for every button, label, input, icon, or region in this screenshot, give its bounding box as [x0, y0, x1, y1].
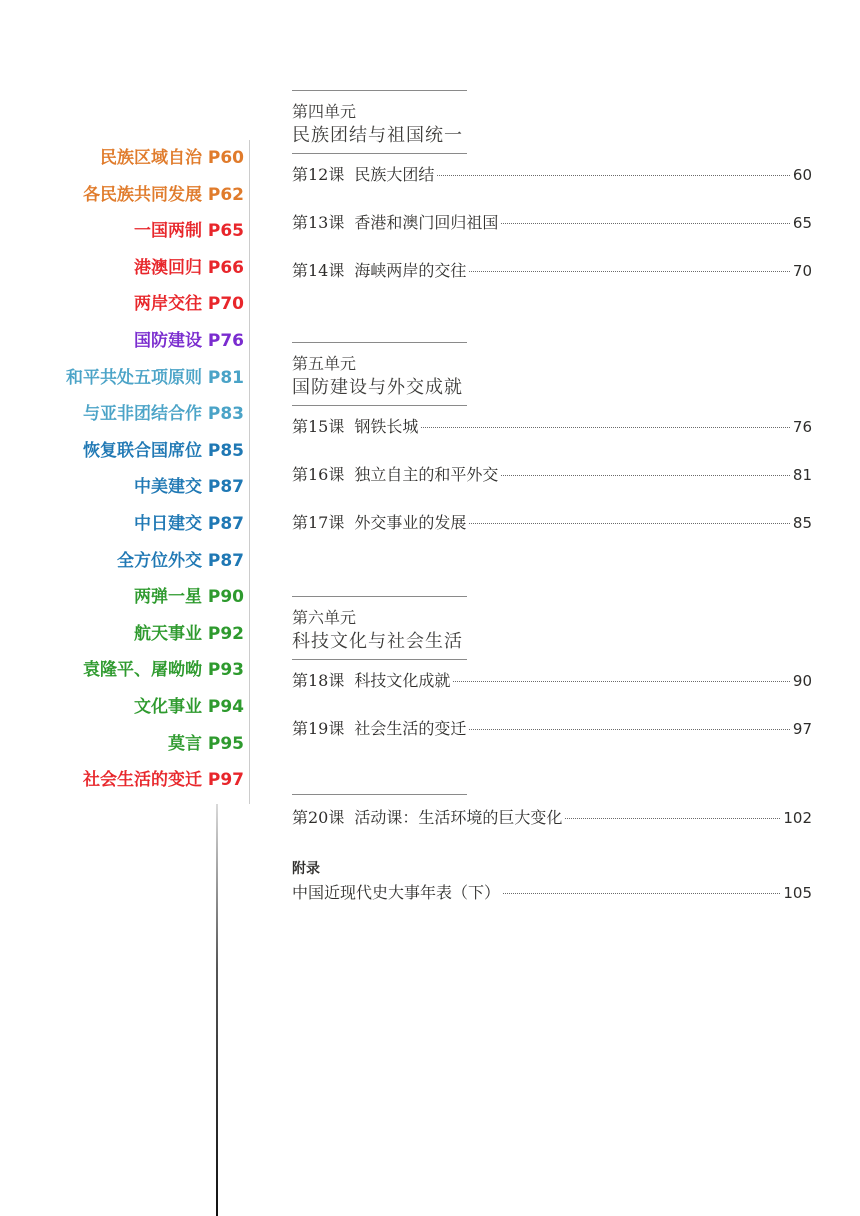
divider-line-dark: [216, 804, 218, 1216]
lesson-number: 第14课: [292, 261, 345, 280]
lesson-number: 第18课: [292, 671, 345, 690]
lesson-number: 第17课: [292, 513, 345, 532]
annotation-item: 中美建交 P87: [133, 477, 244, 498]
lesson-number: 第13课: [292, 213, 345, 232]
annotation-item: 与亚非团结合作 P83: [82, 404, 244, 425]
page-number: 81: [792, 466, 812, 484]
toc-entry[interactable]: [292, 716, 812, 764]
toc-entry[interactable]: [292, 162, 812, 210]
unit-number: 第六单元: [292, 608, 357, 627]
divider-line: [249, 140, 250, 804]
annotation-item: 中日建交 P87: [133, 513, 244, 534]
annotation-item: 社会生活的变迁 P97: [82, 770, 244, 791]
lesson-title: 民族大团结: [354, 165, 435, 184]
annotation-item: 航天事业 P92: [133, 623, 244, 644]
page-number: 60: [792, 166, 812, 184]
lesson-number: 第12课: [292, 165, 345, 184]
lesson-title: 香港和澳门回归祖国: [354, 213, 499, 232]
annotation-item: 莫言 P95: [167, 733, 244, 754]
appendix-section: [292, 880, 812, 928]
annotation-item: 一国两制 P65: [133, 221, 244, 242]
annotation-item: 各民族共同发展 P62: [82, 184, 244, 205]
toc-entry[interactable]: [292, 462, 812, 510]
dot-leader: [501, 223, 790, 224]
unit-section: [292, 90, 812, 306]
page-number: 70: [792, 262, 812, 280]
unit-section: [292, 342, 812, 558]
appendix-heading: 附录: [292, 861, 320, 877]
toc-entry[interactable]: [292, 258, 812, 306]
lesson-number: 第20课: [292, 808, 345, 827]
toc-entry[interactable]: [292, 880, 812, 928]
rule-line: [292, 90, 467, 91]
lesson-title: 钢铁长城: [354, 417, 419, 436]
dot-leader: [469, 523, 790, 524]
annotation-item: 袁隆平、屠呦呦 P93: [82, 660, 244, 681]
unit-title: 科技文化与社会生活: [292, 631, 463, 652]
annotation-item: 和平共处五项原则 P81: [65, 367, 244, 388]
page-number: 102: [783, 809, 812, 827]
annotation-item: 港澳回归 P66: [133, 257, 244, 278]
lesson-title: 活动课：生活环境的巨大变化: [354, 808, 563, 827]
lesson-number: 第16课: [292, 465, 345, 484]
toc-entry[interactable]: [292, 668, 812, 716]
annotation-item: 两弹一星 P90: [133, 587, 244, 608]
toc-entry[interactable]: [292, 210, 812, 258]
rule-line: [292, 342, 467, 343]
dot-leader: [469, 729, 790, 730]
page-number: 76: [792, 418, 812, 436]
lesson-title: 外交事业的发展: [354, 513, 467, 532]
toc-entry[interactable]: [292, 805, 812, 853]
annotation-item: 两岸交往 P70: [133, 294, 244, 315]
toc-entry[interactable]: [292, 510, 812, 558]
unit-title: 民族团结与祖国统一: [292, 125, 463, 146]
dot-leader: [565, 818, 780, 819]
dot-leader: [437, 175, 790, 176]
page-number: 97: [792, 720, 812, 738]
lesson-title: 独立自主的和平外交: [354, 465, 499, 484]
unit-number: 第四单元: [292, 102, 357, 121]
dot-leader: [421, 427, 790, 428]
dot-leader: [469, 271, 790, 272]
dot-leader: [503, 893, 780, 894]
lesson-number: 第15课: [292, 417, 345, 436]
annotation-list: [0, 140, 244, 799]
dot-leader: [501, 475, 790, 476]
page-number: 105: [783, 884, 812, 902]
annotation-item: 恢复联合国席位 P85: [82, 440, 244, 461]
annotation-item: 文化事业 P94: [133, 696, 244, 717]
page-number: 65: [792, 214, 812, 232]
annotation-item: 民族区域自治 P60: [99, 148, 244, 168]
lesson-title: 科技文化成就: [354, 671, 451, 690]
toc-entry[interactable]: [292, 414, 812, 462]
page-number: 85: [792, 514, 812, 532]
unit-number: 第五单元: [292, 354, 357, 373]
activity-section: [292, 794, 812, 853]
lesson-title: 海峡两岸的交往: [354, 261, 467, 280]
unit-title: 国防建设与外交成就: [292, 377, 463, 398]
annotation-item: 全方位外交 P87: [116, 550, 244, 571]
lesson-number: 第19课: [292, 719, 345, 738]
unit-section: [292, 596, 812, 764]
appendix-title: 中国近现代史大事年表（下）: [292, 883, 501, 902]
page-number: 90: [792, 672, 812, 690]
annotation-item: 国防建设 P76: [133, 330, 244, 351]
rule-line: [292, 596, 467, 597]
lesson-title: 社会生活的变迁: [354, 719, 467, 738]
dot-leader: [453, 681, 790, 682]
